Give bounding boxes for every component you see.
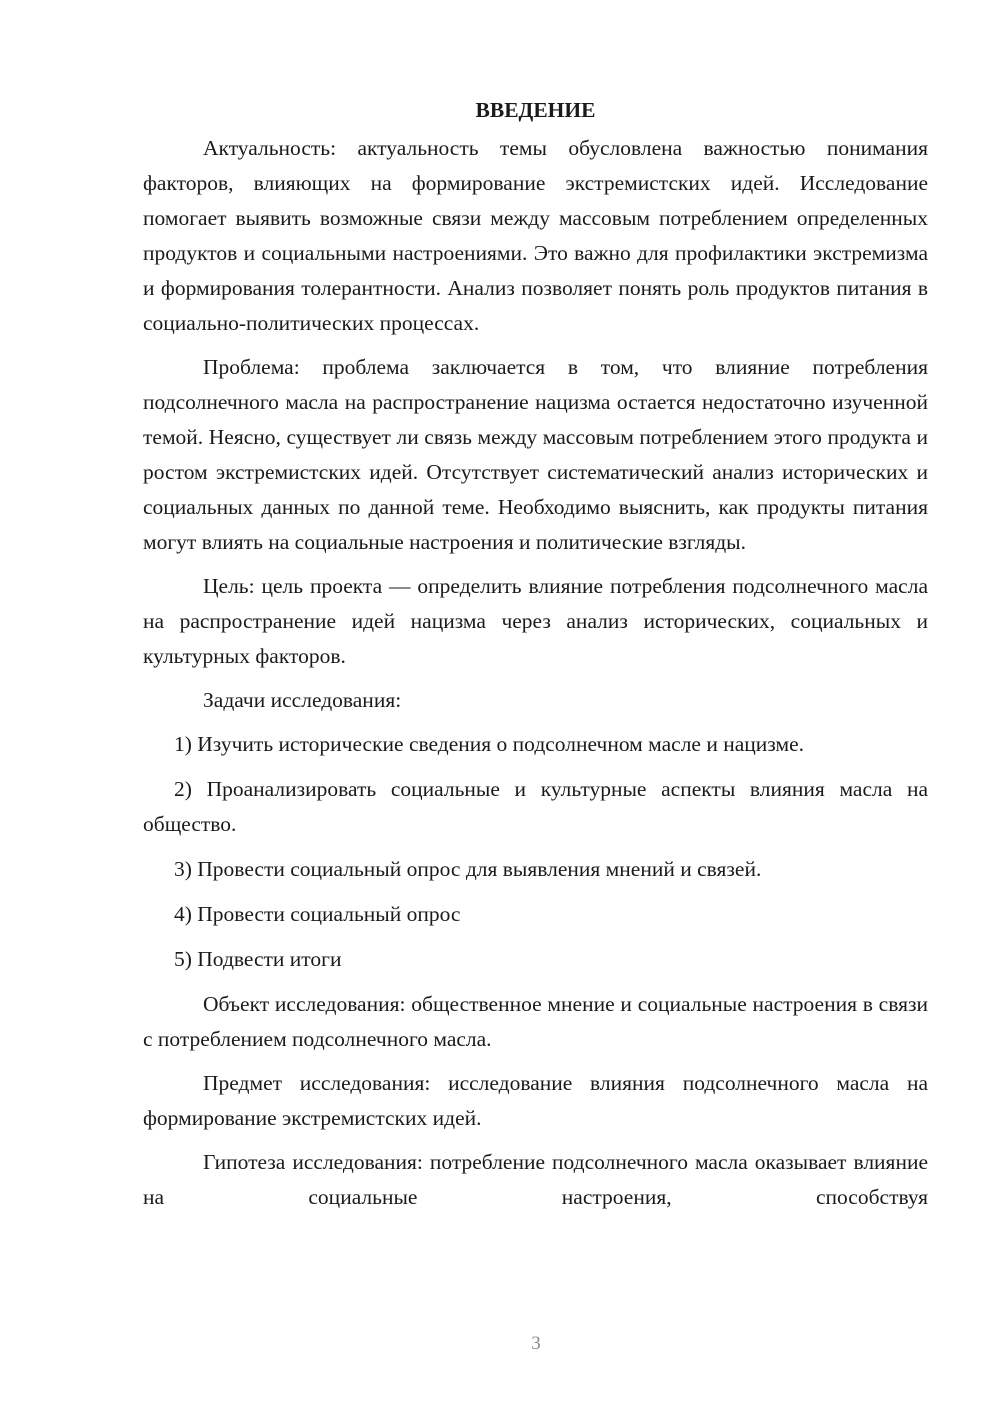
tasks-heading: Задачи исследования: [203, 688, 402, 712]
task-item-4: 4) Провести социальный опрос [174, 902, 461, 926]
task-item-1: 1) Изучить исторические сведения о подсолнечном масле и нацизме. [174, 732, 804, 756]
paragraph-hypothesis: Гипотеза исследования: потребление подсолнечного масла оказывает влияние на социальные настроения, способствуя [143, 1150, 928, 1209]
task-item-3: 3) Провести социальный опрос для выявления мнений и связей. [174, 857, 762, 881]
page-content [143, 95, 928, 1224]
page-number: 3 [531, 1333, 541, 1354]
section-title: ВВЕДЕНИЕ [475, 98, 596, 122]
paragraph-relevance: Актуальность: актуальность темы обусловлена важностью понимания факторов, влияющих на формирование экстремистских идей. Исследование помогает выявить возможные связи между массовым потреблением определенных продуктов и социальными настроениями. Это важно для профилактики экстремизма и формирования толерантности. Анализ позволяет понять роль продуктов питания в социально-политических процессах. [143, 136, 928, 335]
task-item-2: 2) Проанализировать социальные и культурные аспекты влияния масла на общество. [143, 777, 928, 836]
paragraph-goal: Цель: цель проекта — определить влияние потребления подсолнечного масла на распространение идей нацизма через анализ исторических, социальных и культурных факторов. [143, 574, 928, 668]
task-item-5: 5) Подвести итоги [174, 947, 342, 971]
paragraph-problem: Проблема: проблема заключается в том, что влияние потребления подсолнечного масла на распространение нацизма остается недостаточно изученной темой. Неясно, существует ли связь между массовым потреблением этого продукта и ростом экстремистских идей. Отсутствует систематический анализ исторических и социальных данных по данной теме. Необходимо выяснить, как продукты питания могут влиять на социальные настроения и политические взгляды. [143, 355, 928, 554]
tasks-list [143, 727, 928, 977]
paragraph-object: Объект исследования: общественное мнение и социальные настроения в связи с потреблением подсолнечного масла. [143, 992, 928, 1051]
paragraph-subject: Предмет исследования: исследование влияния подсолнечного масла на формирование экстремистских идей. [143, 1071, 928, 1130]
